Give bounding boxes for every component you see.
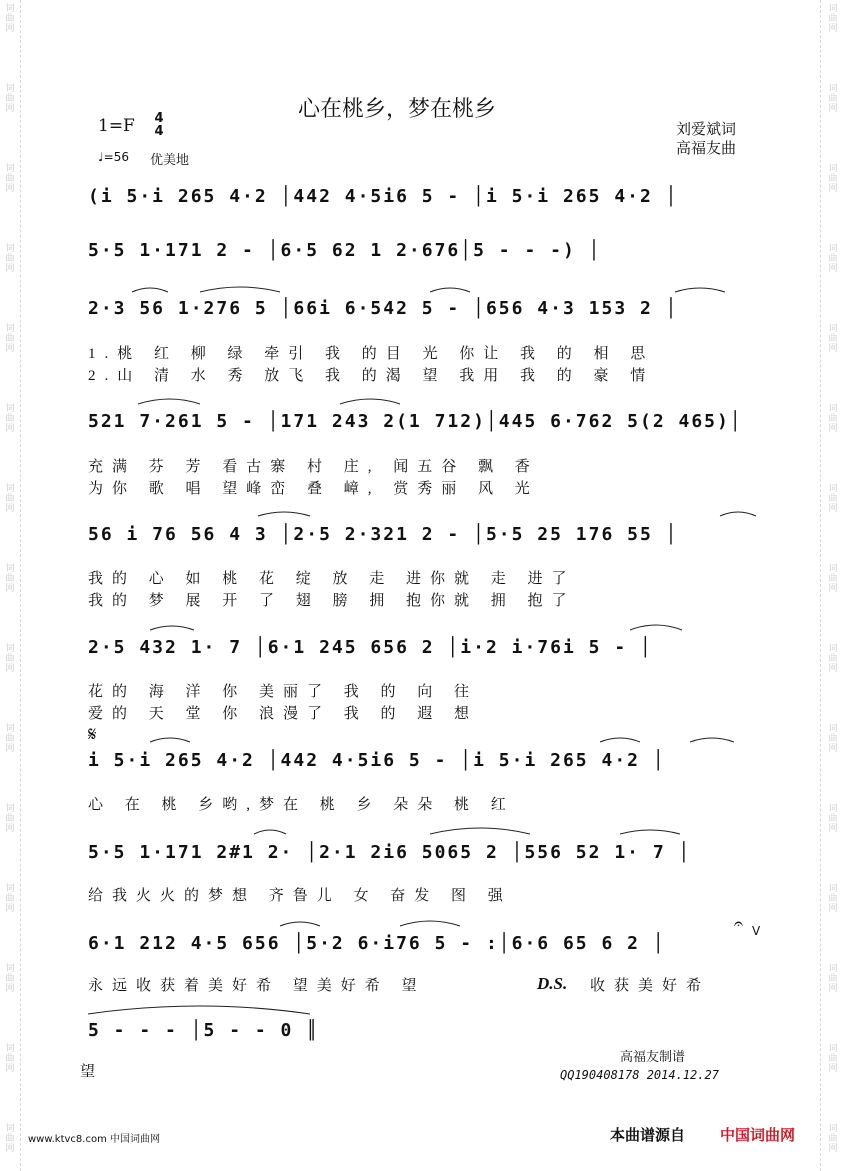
side-watermark-text: 词曲网	[828, 84, 838, 114]
side-watermark-text: 词曲网	[828, 564, 838, 594]
lyricist: 刘爱斌词	[676, 120, 737, 138]
slur	[720, 512, 756, 516]
song-title: 心在桃乡，梦在桃乡	[298, 97, 497, 122]
side-watermark-text: 词曲网	[5, 804, 15, 834]
score-line-4: 521 7·261 5 - │171 243 2(1 712)│445 6·762 5(2 465)│	[88, 411, 743, 432]
time-numerator: 4	[154, 111, 164, 126]
lyrics-3-verse-1: 1.桃 红 柳 绿 牵引 我 的目 光 你让 我 的 相 思	[88, 346, 655, 362]
slur	[630, 625, 682, 630]
lyrics-5-verse-1: 我的 心 如 桃 花 绽 放 走 进你就 走 进了	[88, 571, 576, 587]
slur	[258, 512, 310, 516]
score-line-10: 5 - - - │5 - - 0 ║	[88, 1020, 320, 1041]
slur	[200, 287, 280, 292]
slur	[138, 399, 200, 404]
lyrics-6-verse-1: 花的 海 洋 你 美丽了 我 的 向 往	[88, 684, 479, 700]
slur	[132, 288, 168, 292]
key-signature: 1=F	[98, 116, 135, 136]
slur	[150, 626, 194, 630]
time-denominator: 4	[154, 124, 164, 139]
side-watermark-text: 词曲网	[5, 964, 15, 994]
side-watermark-text: 词曲网	[828, 484, 838, 514]
lyrics-9: 永远收获着美好希 望美好希 望	[88, 978, 426, 994]
slur	[280, 922, 320, 926]
footer-source-site[interactable]: 中国词曲网	[720, 1126, 796, 1144]
side-watermark-text: 词曲网	[828, 1124, 838, 1154]
lyrics-7: 心 在 桃 乡哟,梦在 桃 乡 朵朵 桃 红	[88, 797, 515, 813]
footer-source-label: 本曲谱源自	[610, 1126, 686, 1144]
expression-mark: 优美地	[150, 153, 190, 168]
arranger-credit: 高福友制谱	[620, 1050, 686, 1065]
side-watermark-text: 词曲网	[5, 564, 15, 594]
score-line-8: 5·5 1·171 2#1 2· │2·1 2i6 5065 2 │556 52 1· 7 │	[88, 842, 692, 863]
score-line-3: 2·3 56 1·276 5 │66i 6·542 5 - │656 4·3 153 2 │	[88, 298, 679, 319]
breath-mark: V	[752, 924, 761, 938]
score-line-7: i 5·i 265 4·2 │442 4·5i6 5 - │i 5·i 265 4·2 │	[88, 750, 666, 771]
side-watermark-text: 词曲网	[828, 244, 838, 274]
side-watermark-text: 词曲网	[828, 884, 838, 914]
side-watermark-text: 词曲网	[5, 404, 15, 434]
score-line-2: 5·5 1·171 2 - │6·5 62 1 2·676│5 - - -) │	[88, 240, 602, 261]
score-line-9: 6·1 212 4·5 656 │5·2 6·i76 5 - :│6·6 65 6 2 │	[88, 933, 666, 954]
lyrics-3-verse-2: 2.山 清 水 秀 放飞 我 的渴 望 我用 我 的 豪 情	[88, 368, 655, 384]
side-watermark-text: 词曲网	[5, 324, 15, 354]
lyrics-9-ending: 收获美好希	[590, 978, 711, 994]
side-watermark-text: 词曲网	[828, 4, 838, 34]
side-watermark-text: 词曲网	[5, 1124, 15, 1154]
side-watermark-text: 词曲网	[5, 4, 15, 34]
slur	[690, 738, 734, 742]
side-watermark-text: 词曲网	[5, 1044, 15, 1074]
score-line-5: 56 i 76 56 4 3 │2·5 2·321 2 - │5·5 25 176 55 │	[88, 524, 679, 545]
slur	[620, 830, 680, 834]
lyrics-4-verse-2: 为你 歌 唱 望峰峦 叠 嶂, 赏秀丽 风 光	[88, 481, 539, 497]
segno-sign: 𝄋	[88, 722, 97, 746]
side-watermark-text: 词曲网	[828, 964, 838, 994]
side-watermark-text: 词曲网	[828, 404, 838, 434]
lyrics-6-verse-2: 爱的 天 堂 你 浪漫了 我 的 遐 想	[88, 706, 479, 722]
lyrics-8: 给我火火的梦想 齐鲁儿 女 奋发 图 强	[88, 888, 512, 904]
side-watermark-text: 词曲网	[5, 644, 15, 674]
dal-segno-mark: D.S.	[537, 974, 568, 993]
score-line-6: 2·5 432 1· 7 │6·1 245 656 2 │i·2 i·76i 5 - │	[88, 637, 653, 658]
side-watermark-text: 词曲网	[828, 644, 838, 674]
slur	[400, 921, 460, 926]
slur	[430, 288, 470, 292]
side-watermark-text: 词曲网	[5, 724, 15, 754]
side-watermark-text: 词曲网	[5, 84, 15, 114]
side-watermark-text: 词曲网	[828, 804, 838, 834]
tempo-mark: ♩=56	[98, 150, 129, 164]
qq-and-date: QQ190408178 2014.12.27	[560, 1068, 719, 1082]
composer: 高福友曲	[676, 139, 737, 157]
slur	[254, 830, 286, 834]
side-watermark-text: 词曲网	[5, 884, 15, 914]
side-watermark-text: 词曲网	[828, 1044, 838, 1074]
slur	[430, 828, 530, 834]
slur	[340, 399, 400, 404]
side-watermark-text: 词曲网	[828, 164, 838, 194]
slur	[600, 738, 640, 742]
slur	[88, 1006, 310, 1014]
score-line-1: (i 5·i 265 4·2 │442 4·5i6 5 - │i 5·i 265 4·2 │	[88, 186, 679, 207]
lyrics-5-verse-2: 我的 梦 展 开 了 翅 膀 拥 抱你就 拥 抱了	[88, 593, 576, 609]
lyrics-4-verse-1: 充满 芬 芳 看古寨 村 庄, 闻五谷 飘 香	[88, 459, 539, 475]
side-watermark-text: 词曲网	[828, 724, 838, 754]
slur	[675, 288, 725, 292]
fermata-mark: 𝄐	[734, 914, 743, 933]
side-watermark-text: 词曲网	[5, 164, 15, 194]
lyrics-10: 望	[80, 1064, 105, 1080]
side-watermark-text: 词曲网	[5, 244, 15, 274]
slur	[150, 738, 190, 742]
side-watermark-text: 词曲网	[5, 484, 15, 514]
side-watermark-text: 词曲网	[828, 324, 838, 354]
footer-url[interactable]: www.ktvc8.com 中国词曲网	[28, 1134, 161, 1145]
